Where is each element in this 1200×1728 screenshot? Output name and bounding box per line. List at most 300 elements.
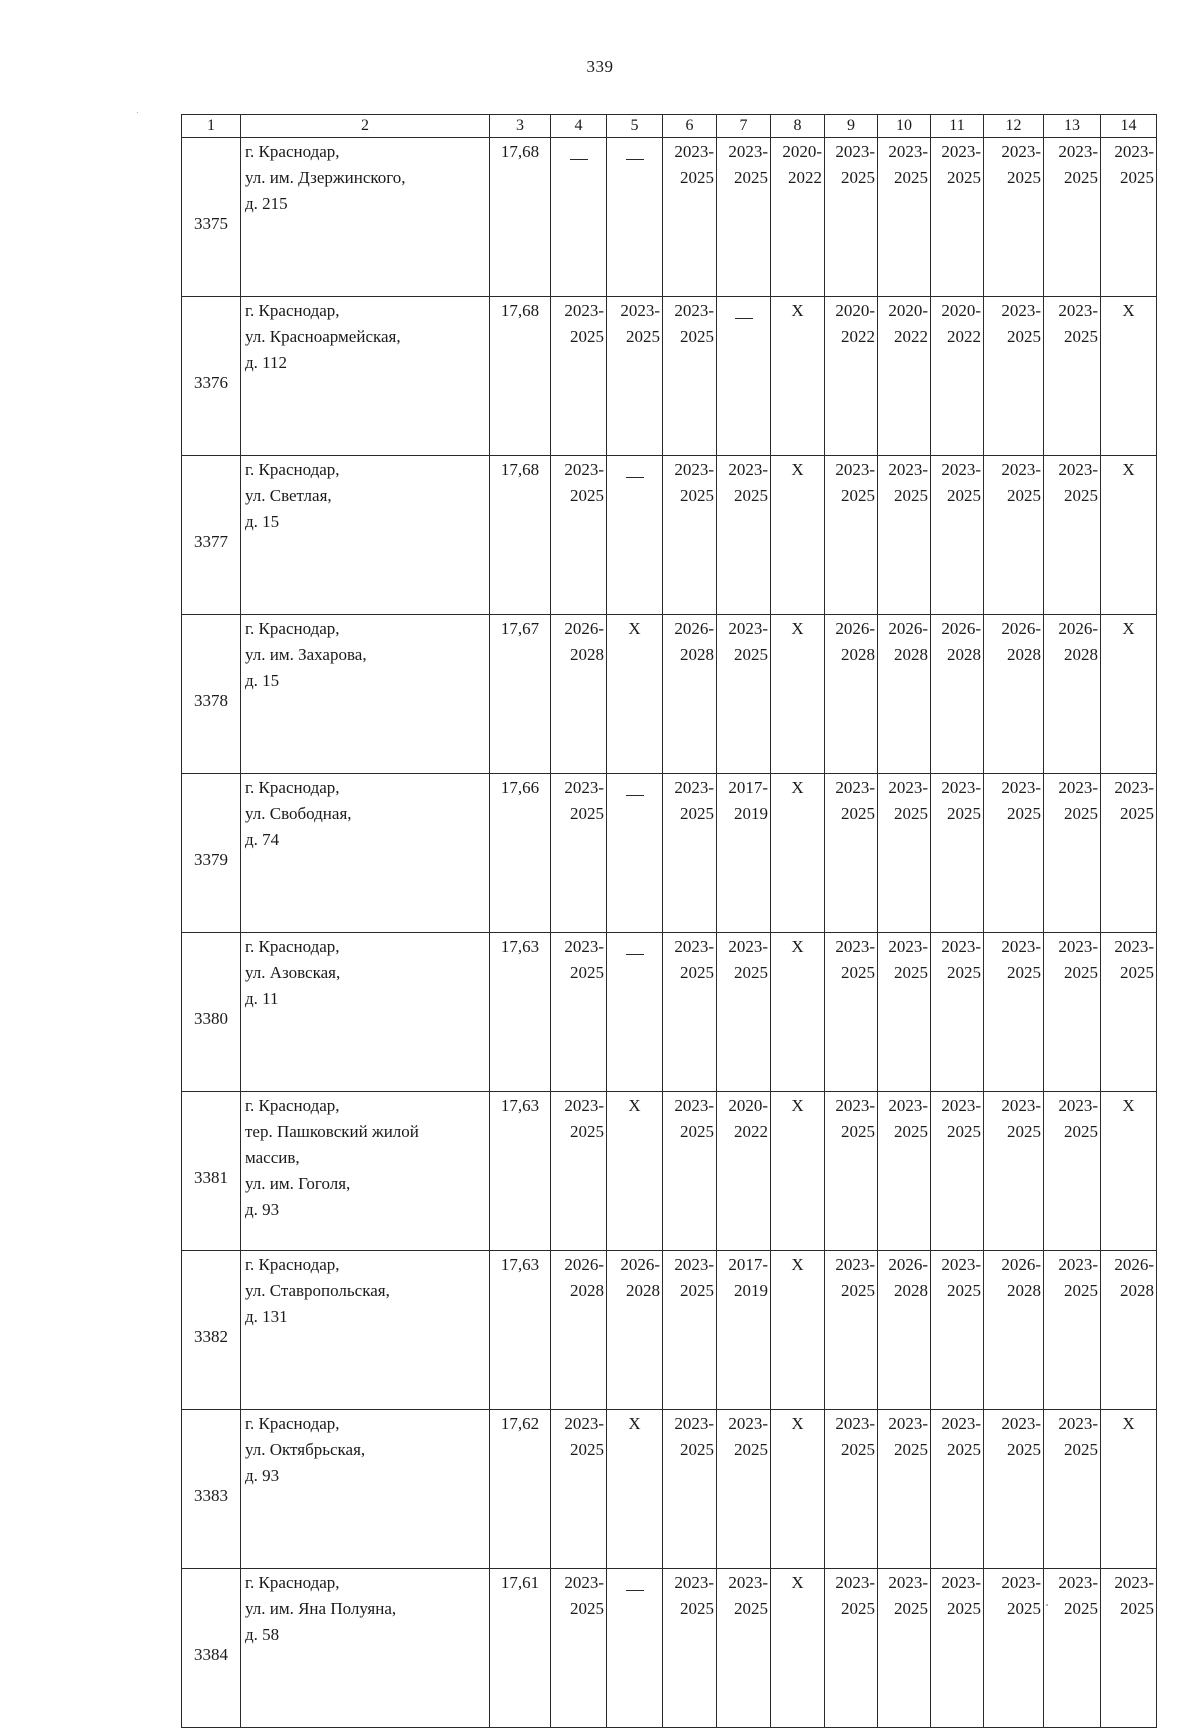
period-start: 2026- (674, 619, 714, 638)
period-end: 2025 (1120, 804, 1154, 823)
period-cell (1044, 774, 1101, 933)
address-line: ул. Красноармейская, (245, 327, 401, 346)
period-cell (771, 1569, 825, 1728)
period-start: 2023- (835, 460, 875, 479)
period-start: 2023- (888, 1096, 928, 1115)
address-cell (241, 1251, 490, 1410)
period-end: 2025 (894, 963, 928, 982)
not-applicable-mark: X (628, 619, 641, 638)
period-cell (984, 933, 1044, 1092)
period-cell (1101, 1092, 1157, 1251)
period-cell (931, 456, 984, 615)
period-range (551, 775, 606, 827)
period-range (663, 1252, 716, 1304)
period-range (551, 298, 606, 350)
period-end: 2025 (570, 963, 604, 982)
period-start: 2023- (1058, 937, 1098, 956)
period-end: 2025 (680, 1599, 714, 1618)
period-range (717, 1252, 770, 1304)
period-start: 2023- (620, 301, 660, 320)
period-start: 2023- (564, 1573, 604, 1592)
period-start: 2023- (674, 1573, 714, 1592)
period-start: 2026- (564, 1255, 604, 1274)
period-cell (607, 774, 663, 933)
period-start: 2023- (941, 1096, 981, 1115)
period-range (663, 616, 716, 668)
period-range (551, 1570, 606, 1622)
period-range (717, 1570, 770, 1622)
period-cell (931, 1092, 984, 1251)
period-start: 2026- (888, 619, 928, 638)
period-end: 2025 (947, 963, 981, 982)
period-cell (931, 138, 984, 297)
period-start: 2023- (1001, 937, 1041, 956)
period-end: 2025 (680, 168, 714, 187)
period-range (1101, 1252, 1156, 1304)
period-end: 2025 (1007, 1599, 1041, 1618)
period-cell (1044, 297, 1101, 456)
period-range (825, 1252, 877, 1304)
rate-cell: 17,66 (490, 774, 551, 933)
period-range (551, 457, 606, 509)
period-start: 2023- (728, 1414, 768, 1433)
period-start: 2023- (674, 142, 714, 161)
period-start: 2023- (835, 1255, 875, 1274)
period-cell (607, 297, 663, 456)
period-cell (771, 615, 825, 774)
period-cell (551, 1092, 607, 1251)
period-start: 2023- (1058, 778, 1098, 797)
period-cell (1044, 1569, 1101, 1728)
period-cell (551, 774, 607, 933)
period-end: 2025 (570, 1599, 604, 1618)
header-row (182, 115, 1157, 138)
not-applicable-mark: X (628, 1096, 641, 1115)
register-table (181, 114, 1157, 1728)
period-end: 2025 (1064, 804, 1098, 823)
period-start: 2023- (835, 142, 875, 161)
period-cell (1044, 1092, 1101, 1251)
period-cell (1101, 1410, 1157, 1569)
period-start: 2023- (941, 1255, 981, 1274)
header-cell: 3 (490, 115, 551, 138)
period-end: 2025 (894, 1122, 928, 1141)
period-range (878, 1093, 930, 1145)
period-end: 2028 (680, 645, 714, 664)
period-cell (771, 1251, 825, 1410)
period-cell (717, 297, 771, 456)
period-cell (878, 456, 931, 615)
period-start: 2023- (1058, 1255, 1098, 1274)
period-cell (663, 1251, 717, 1410)
period-cell (825, 1410, 878, 1569)
period-range (984, 616, 1043, 668)
period-start: 2023- (674, 301, 714, 320)
not-applicable-mark: X (791, 1255, 804, 1274)
period-cell (551, 1251, 607, 1410)
period-range (1101, 1570, 1156, 1622)
period-cell (878, 615, 931, 774)
period-cell (984, 1092, 1044, 1251)
period-cell (931, 615, 984, 774)
period-cell (984, 774, 1044, 933)
period-start: 2020- (782, 142, 822, 161)
rate-cell: 17,68 (490, 297, 551, 456)
address-line: массив, (245, 1148, 300, 1167)
period-end: 2028 (1120, 1281, 1154, 1300)
period-cell (663, 1092, 717, 1251)
header-cell: 11 (931, 115, 984, 138)
period-start: 2017- (728, 1255, 768, 1274)
period-range (878, 1252, 930, 1304)
rate-cell: 17,62 (490, 1410, 551, 1569)
period-range (984, 298, 1043, 350)
address-line: д. 215 (245, 194, 288, 213)
not-applicable-mark: X (1122, 301, 1135, 320)
period-range (878, 457, 930, 509)
period-end: 2025 (680, 804, 714, 823)
period-cell (984, 138, 1044, 297)
period-range (931, 775, 983, 827)
table-row (182, 138, 1157, 297)
not-applicable-mark: X (1122, 460, 1135, 479)
address-line: д. 131 (245, 1307, 288, 1326)
period-cell (551, 615, 607, 774)
table-row (182, 1410, 1157, 1569)
period-cell (717, 1569, 771, 1728)
period-start: 2023- (1058, 460, 1098, 479)
scan-speck (1046, 1604, 1048, 1606)
dash-mark (626, 954, 644, 955)
address-line: ул. Азовская, (245, 963, 341, 982)
period-end: 2025 (894, 168, 928, 187)
period-start: 2023- (564, 778, 604, 797)
period-range (551, 934, 606, 986)
period-cell (717, 615, 771, 774)
period-range (878, 1411, 930, 1463)
rate-cell: 17,68 (490, 138, 551, 297)
period-range (663, 1093, 716, 1145)
period-range (551, 1411, 606, 1463)
address-line: г. Краснодар, (245, 778, 340, 797)
row-number: 3380 (182, 933, 241, 1092)
period-end: 2025 (734, 1440, 768, 1459)
period-end: 2025 (734, 645, 768, 664)
period-cell (771, 138, 825, 297)
period-cell (663, 138, 717, 297)
period-start: 2023- (1001, 142, 1041, 161)
period-start: 2020- (728, 1096, 768, 1115)
period-range (825, 934, 877, 986)
period-end: 2025 (1120, 963, 1154, 982)
period-cell (663, 933, 717, 1092)
period-end: 2025 (841, 804, 875, 823)
period-end: 2019 (734, 804, 768, 823)
header-cell: 8 (771, 115, 825, 138)
table-row (182, 297, 1157, 456)
period-cell (825, 297, 878, 456)
rate-cell: 17,61 (490, 1569, 551, 1728)
period-end: 2025 (947, 168, 981, 187)
period-end: 2025 (841, 963, 875, 982)
not-applicable-mark: X (1122, 1414, 1135, 1433)
period-cell (771, 1092, 825, 1251)
period-range (663, 298, 716, 350)
row-number: 3382 (182, 1251, 241, 1410)
period-start: 2023- (888, 778, 928, 797)
period-start: 2023- (674, 460, 714, 479)
period-range (825, 1093, 877, 1145)
address-cell (241, 456, 490, 615)
period-range (663, 775, 716, 827)
period-cell (984, 456, 1044, 615)
period-end: 2022 (947, 327, 981, 346)
header-cell: 6 (663, 115, 717, 138)
period-range (878, 775, 930, 827)
period-cell (663, 774, 717, 933)
address-line: г. Краснодар, (245, 1255, 340, 1274)
period-end: 2025 (1007, 963, 1041, 982)
period-cell (878, 138, 931, 297)
period-cell (663, 1569, 717, 1728)
period-end: 2028 (841, 645, 875, 664)
period-end: 2025 (570, 804, 604, 823)
period-start: 2023- (1001, 1414, 1041, 1433)
period-start: 2023- (941, 142, 981, 161)
period-cell (717, 456, 771, 615)
not-applicable-mark: X (791, 937, 804, 956)
period-range (1044, 616, 1100, 668)
period-end: 2025 (894, 486, 928, 505)
period-range (931, 298, 983, 350)
address-cell (241, 1092, 490, 1251)
period-cell (1044, 1410, 1101, 1569)
address-line: д. 11 (245, 989, 279, 1008)
period-range (984, 934, 1043, 986)
period-start: 2026- (1114, 1255, 1154, 1274)
period-end: 2025 (1007, 1440, 1041, 1459)
period-cell (663, 456, 717, 615)
period-start: 2023- (1058, 142, 1098, 161)
period-cell (878, 1251, 931, 1410)
period-cell (607, 933, 663, 1092)
period-cell (717, 933, 771, 1092)
period-range (551, 1093, 606, 1145)
period-range (984, 1570, 1043, 1622)
period-end: 2025 (1064, 1122, 1098, 1141)
period-start: 2023- (835, 1573, 875, 1592)
period-start: 2023- (674, 937, 714, 956)
period-start: 2023- (728, 460, 768, 479)
period-range (878, 934, 930, 986)
period-start: 2023- (941, 778, 981, 797)
period-end: 2025 (1120, 1599, 1154, 1618)
table-row (182, 933, 1157, 1092)
period-start: 2020- (888, 301, 928, 320)
period-range (825, 775, 877, 827)
period-end: 2025 (680, 1281, 714, 1300)
period-end: 2025 (626, 327, 660, 346)
period-end: 2025 (1007, 327, 1041, 346)
period-cell (607, 1092, 663, 1251)
period-range (878, 1570, 930, 1622)
period-cell (607, 456, 663, 615)
rate-cell: 17,67 (490, 615, 551, 774)
period-end: 2025 (947, 1281, 981, 1300)
period-cell (1101, 774, 1157, 933)
period-cell (878, 1569, 931, 1728)
period-range (825, 1570, 877, 1622)
header-cell: 14 (1101, 115, 1157, 138)
period-end: 2025 (570, 327, 604, 346)
address-line: г. Краснодар, (245, 619, 340, 638)
period-start: 2023- (888, 460, 928, 479)
period-end: 2028 (894, 1281, 928, 1300)
period-start: 2026- (564, 619, 604, 638)
period-range (1044, 457, 1100, 509)
period-cell (825, 1569, 878, 1728)
period-range (717, 139, 770, 191)
period-start: 2023- (674, 1414, 714, 1433)
period-end: 2025 (947, 486, 981, 505)
period-range (663, 934, 716, 986)
period-range (1101, 934, 1156, 986)
period-range (984, 139, 1043, 191)
period-cell (663, 615, 717, 774)
period-range (717, 457, 770, 509)
period-end: 2022 (734, 1122, 768, 1141)
period-end: 2025 (947, 804, 981, 823)
period-range (984, 775, 1043, 827)
period-start: 2017- (728, 778, 768, 797)
period-cell (984, 1569, 1044, 1728)
period-end: 2025 (1064, 1281, 1098, 1300)
period-range (607, 298, 662, 350)
rate-cell: 17,63 (490, 1251, 551, 1410)
period-end: 2025 (1064, 1599, 1098, 1618)
period-cell (717, 138, 771, 297)
header-cell: 12 (984, 115, 1044, 138)
period-end: 2028 (1007, 645, 1041, 664)
address-cell (241, 615, 490, 774)
address-line: д. 93 (245, 1466, 280, 1485)
period-cell (1101, 1251, 1157, 1410)
not-applicable-mark: X (628, 1414, 641, 1433)
period-range (1044, 775, 1100, 827)
address-line: ул. Ставропольская, (245, 1281, 390, 1300)
not-applicable-mark: X (791, 778, 804, 797)
period-start: 2023- (564, 1096, 604, 1115)
period-end: 2025 (1064, 963, 1098, 982)
period-cell (717, 774, 771, 933)
period-cell (607, 1569, 663, 1728)
period-cell (825, 774, 878, 933)
period-end: 2025 (841, 1281, 875, 1300)
address-line: ул. им. Захарова, (245, 645, 367, 664)
period-end: 2025 (1064, 486, 1098, 505)
period-range (931, 616, 983, 668)
period-range (931, 934, 983, 986)
period-start: 2023- (1001, 1096, 1041, 1115)
period-cell (984, 297, 1044, 456)
period-cell (878, 297, 931, 456)
period-cell (1101, 1569, 1157, 1728)
period-range (931, 457, 983, 509)
not-applicable-mark: X (1122, 619, 1135, 638)
period-cell (551, 1569, 607, 1728)
row-number: 3384 (182, 1569, 241, 1728)
period-range (825, 457, 877, 509)
address-line: ул. Свободная, (245, 804, 352, 823)
period-range (984, 1411, 1043, 1463)
period-end: 2022 (894, 327, 928, 346)
address-line: д. 93 (245, 1200, 280, 1219)
not-applicable-mark: X (791, 1414, 804, 1433)
period-range (717, 1411, 770, 1463)
period-cell (825, 456, 878, 615)
period-range (1044, 1411, 1100, 1463)
period-start: 2023- (888, 937, 928, 956)
address-line: д. 15 (245, 512, 280, 531)
period-start: 2023- (1001, 1573, 1041, 1592)
period-cell (984, 1410, 1044, 1569)
period-start: 2023- (835, 1096, 875, 1115)
address-line: ул. им. Гоголя, (245, 1174, 351, 1193)
period-end: 2025 (841, 1122, 875, 1141)
address-line: г. Краснодар, (245, 937, 340, 956)
table-row (182, 1569, 1157, 1728)
period-range (1044, 298, 1100, 350)
address-line: д. 15 (245, 671, 280, 690)
header-cell: 13 (1044, 115, 1101, 138)
period-end: 2028 (1064, 645, 1098, 664)
period-cell (984, 1251, 1044, 1410)
period-start: 2023- (888, 142, 928, 161)
period-cell (607, 615, 663, 774)
address-line: ул. Октябрьская, (245, 1440, 366, 1459)
period-cell (931, 1251, 984, 1410)
rate-cell: 17,68 (490, 456, 551, 615)
period-range (717, 616, 770, 668)
period-start: 2023- (1058, 1096, 1098, 1115)
table-row (182, 615, 1157, 774)
period-range (1044, 1093, 1100, 1145)
period-start: 2023- (1058, 301, 1098, 320)
period-range (1044, 139, 1100, 191)
period-cell (1101, 138, 1157, 297)
period-end: 2025 (947, 1122, 981, 1141)
period-cell (931, 297, 984, 456)
period-cell (1101, 456, 1157, 615)
address-line: д. 112 (245, 353, 288, 372)
address-line: г. Краснодар, (245, 301, 340, 320)
period-end: 2025 (841, 1599, 875, 1618)
period-range (771, 139, 824, 191)
address-cell (241, 933, 490, 1092)
period-cell (1044, 615, 1101, 774)
period-end: 2019 (734, 1281, 768, 1300)
period-end: 2025 (894, 1599, 928, 1618)
period-start: 2023- (564, 460, 604, 479)
period-range (663, 1411, 716, 1463)
not-applicable-mark: X (1122, 1096, 1135, 1115)
period-start: 2023- (564, 937, 604, 956)
period-end: 2022 (841, 327, 875, 346)
period-cell (1044, 1251, 1101, 1410)
page-number: 339 (586, 57, 614, 76)
address-cell (241, 297, 490, 456)
period-end: 2028 (894, 645, 928, 664)
